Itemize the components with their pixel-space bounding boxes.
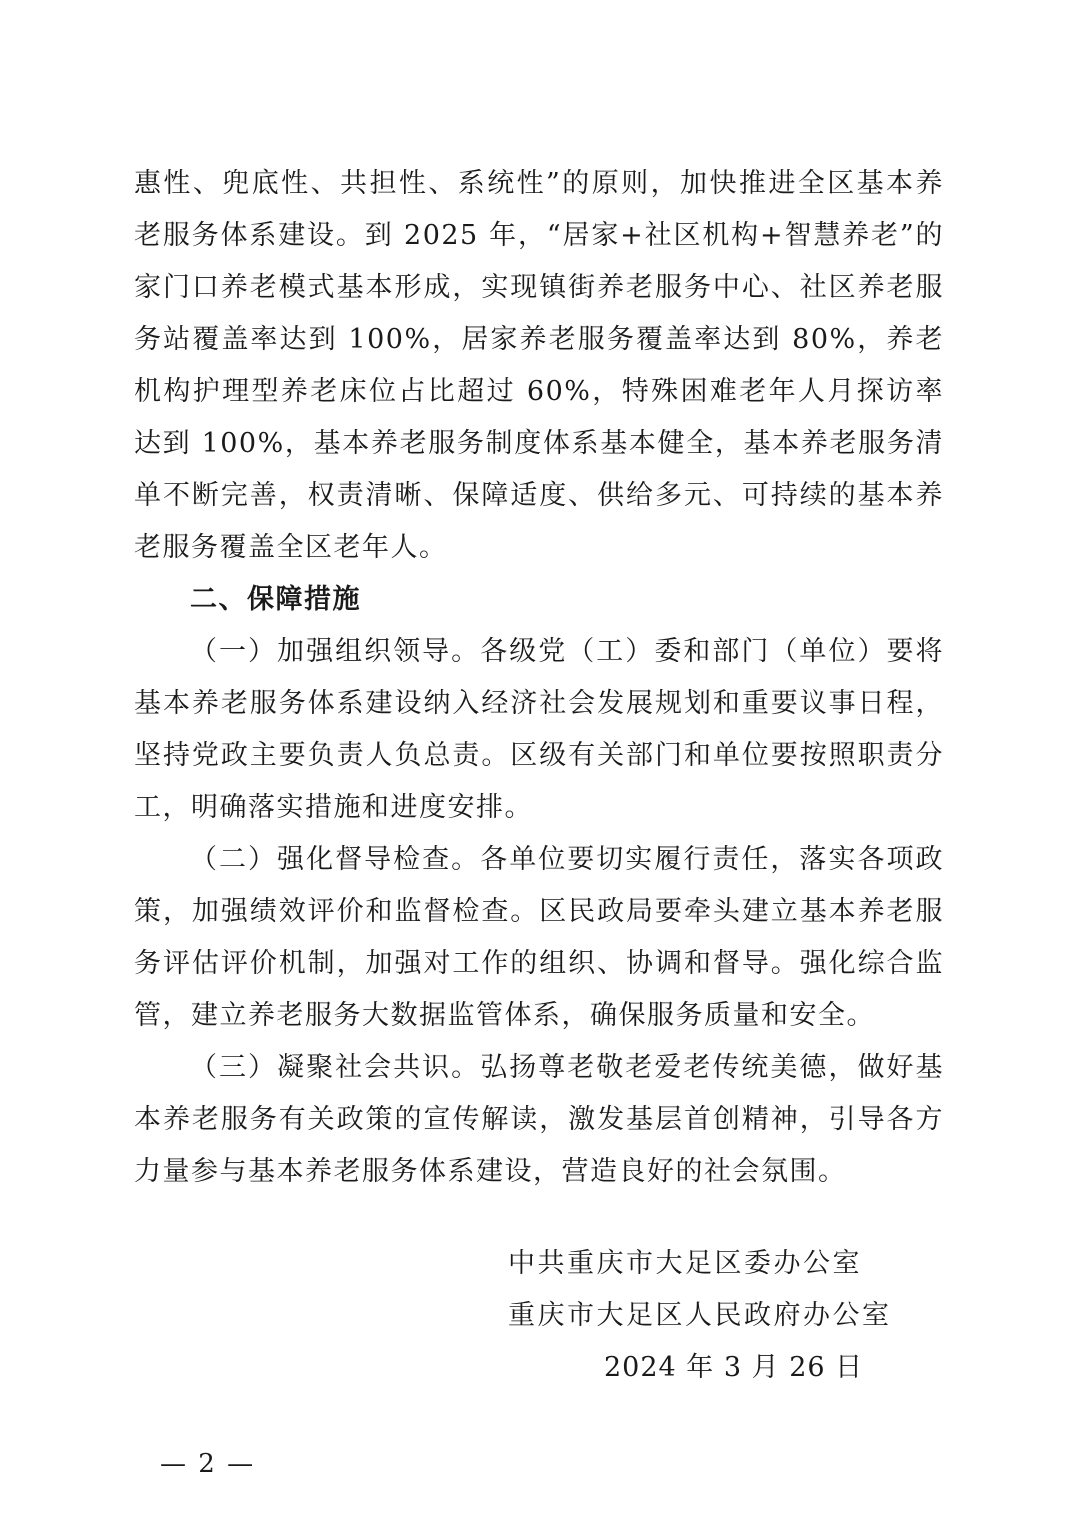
section-heading: 二、保障措施 bbox=[190, 584, 361, 615]
issuer-party-office: 中共重庆市大足区委办公室 bbox=[508, 1248, 862, 1279]
issue-date: 2024 年 3 月 26 日 bbox=[604, 1352, 864, 1383]
issuer-government-office: 重庆市大足区人民政府办公室 bbox=[508, 1300, 892, 1331]
measure-paragraph-3: （三）凝聚社会共识。弘扬尊老敬老爱老传统美德，做好基本养老服务有关政策的宣传解读，激发基层首创精神，引导各方力量参与基本养老服务体系建设，营造良好的社会氛围。 bbox=[134, 1052, 944, 1187]
document-body bbox=[134, 158, 944, 1198]
measure-paragraph-1: （一）加强组织领导。各级党（工）委和部门（单位）要将基本养老服务体系建设纳入经济社会发展规划和重要议事日程，坚持党政主要负责人负总责。区级有关部门和单位要按照职责分工，明确落实措施和进度安排。 bbox=[134, 636, 944, 823]
intro-paragraph: 惠性、兜底性、共担性、系统性”的原则，加快推进全区基本养老服务体系建设。到 2025 年，“居家+社区机构+智慧养老”的家门口养老模式基本形成，实现镇街养老服务中心、社区养老服务站覆盖率达到 100%，居家养老服务覆盖率达到 80%，养老机构护理型养老床位占比超过 60%，特殊困难老年人月探访率达到 100%，基本养老服务制度体系基本健全，基本养老服务清单不断完善，权责清晰、保障适度、供给多元、可持续的基本养老服务覆盖全区老年人。 bbox=[134, 168, 944, 563]
page-number: — 2 — bbox=[160, 1449, 256, 1479]
signature-block bbox=[508, 1238, 928, 1342]
measure-paragraph-2: （二）强化督导检查。各单位要切实履行责任，落实各项政策，加强绩效评价和监督检查。区民政局要牵头建立基本养老服务评估评价机制，加强对工作的组织、协调和督导。强化综合监管，建立养老服务大数据监管体系，确保服务质量和安全。 bbox=[134, 844, 944, 1031]
